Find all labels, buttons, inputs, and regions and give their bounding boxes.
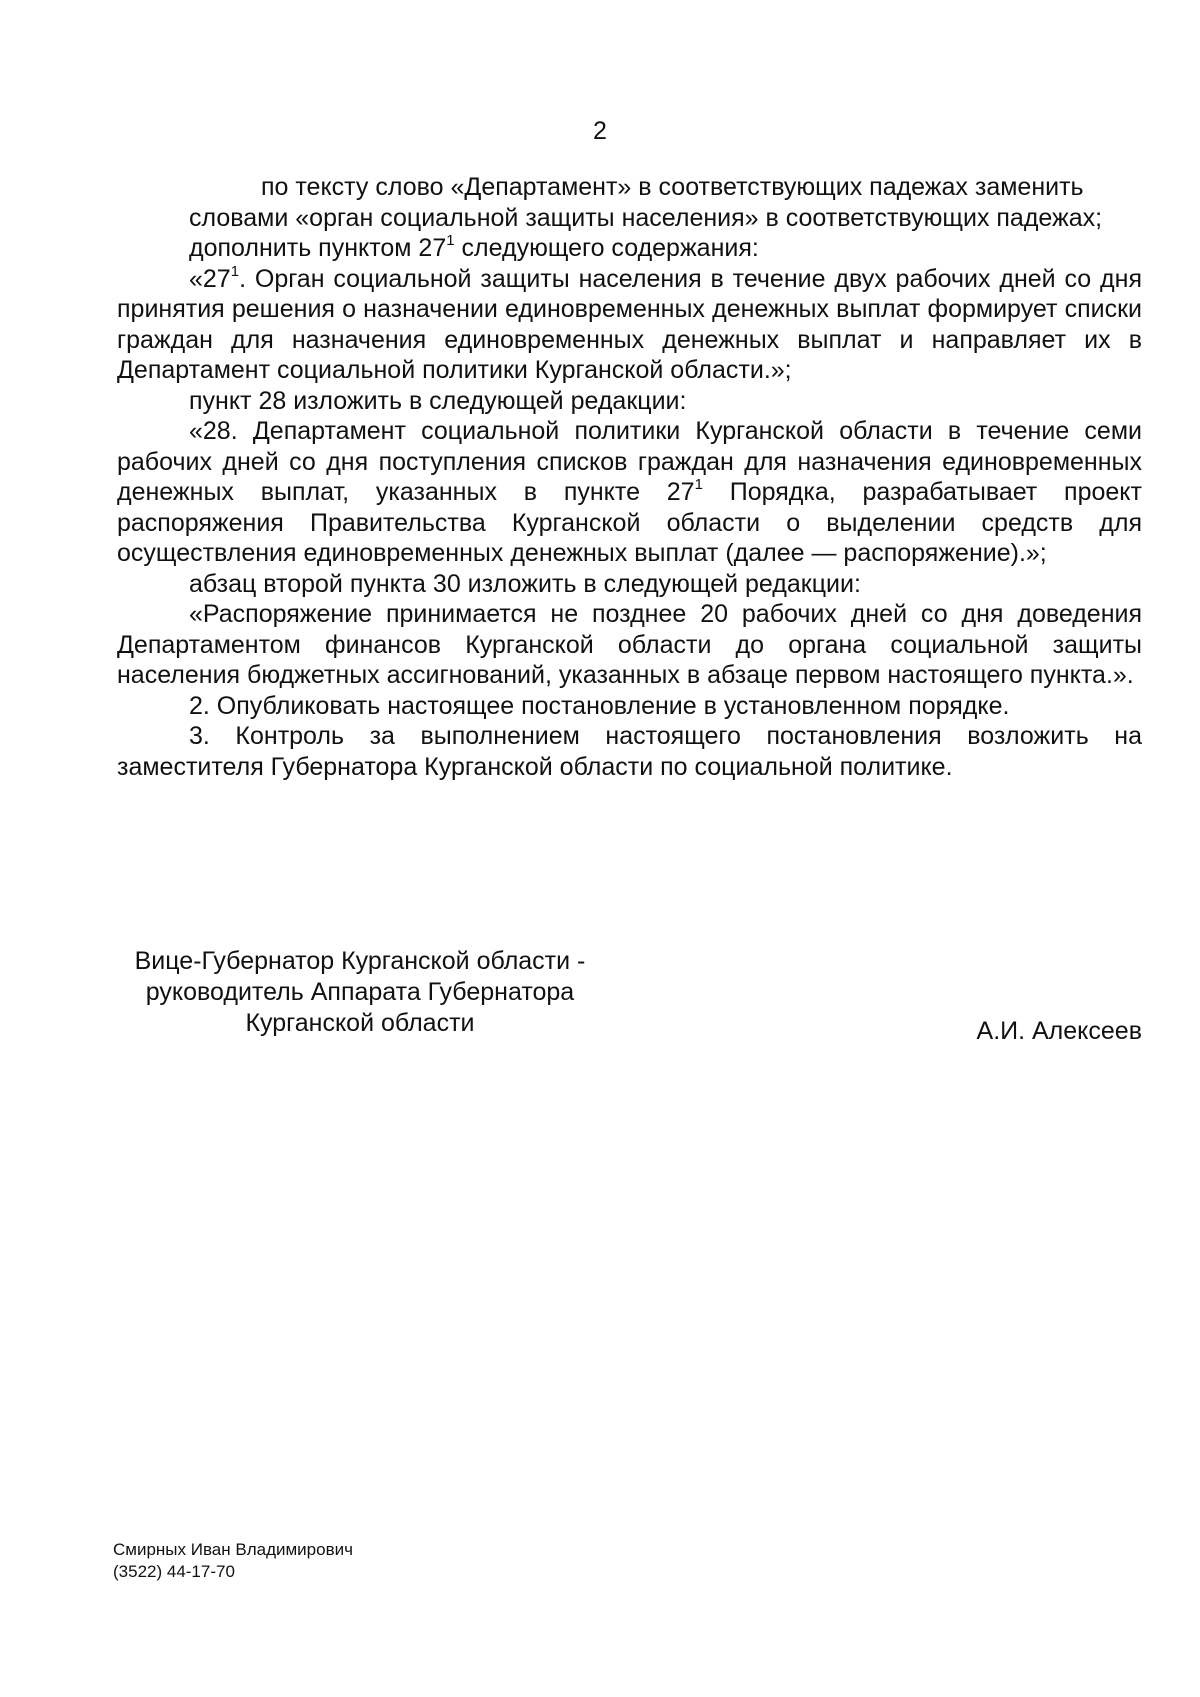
paragraph-replace-line-1: по тексту слово «Департамент» в соответствующих падежах заменить [261,173,1084,201]
superscript-mark: 1 [230,262,240,280]
signatory-name: А.И. Алексеев [976,1017,1142,1045]
signature-title-line-3: Курганской области [245,1009,475,1037]
paragraph-replace-line-2: словами «орган социальной защиты населения» в соответствующих падежах; [189,203,1103,232]
paragraph-item-30: «Распоряжение принимается не позднее 20 рабочих дней со дня доведения Департаментом финансов Курганской области до органа социальной защиты населения бюджетных ассигнований, указанных в абзаце первом настоящего пункта.». [117,600,1142,689]
paragraph-item-28-intro: пункт 28 изложить в следующей редакции: [189,386,687,415]
signature-title-line-2: руководитель Аппарата Губернатора [145,978,575,1006]
contact-block [113,1539,353,1583]
contact-phone: (3522) 44-17-70 [113,1562,235,1581]
contact-name: Смирных Иван Владимирович [113,1540,353,1559]
paragraph-publish: 2. Опубликовать настоящее постановление в установленном порядке. [189,691,1010,720]
signature-title-line-1: Вице-Губернатор Курганской области - [134,947,586,975]
paragraph-replace-department [117,172,1142,233]
paragraph-item-27-1: «$27^1$. Орган социальной защиты населения в течение двух рабочих дней со дня принятия решения о назначении единовременных денежных выплат формирует списки граждан для назначения единовременных денежных выплат и направляет их в Департамент социальной политики Курганской области.»; [117,262,1142,384]
paragraph-item-28: «28. Департамент социальной политики Курганской области в течение семи рабочих дней со дня поступления списков граждан для назначения единовременных денежных выплат, указанных в пункте $27^1$ Порядка, разрабатывает проект распоряжения Правительства Курганской области о выделении средств для осуществления единовременных денежных выплат (далее — распоряжение).»; [117,417,1142,567]
page-number: 2 [593,117,607,145]
document-body [117,172,1142,782]
paragraph-item-30-intro: абзац второй пункта 30 изложить в следующей редакции: [189,569,861,598]
superscript-mark: 1 [694,476,703,493]
paragraph-control: 3. Контроль за выполнением настоящего постановления возложить на заместителя Губернатора Курганской области по социальной политике. [117,722,1142,781]
signature-title [110,946,610,1039]
paragraph-add-item: дополнить пунктом $27^1$ следующего содержания: [189,232,759,262]
superscript-mark: 1 [446,232,455,249]
